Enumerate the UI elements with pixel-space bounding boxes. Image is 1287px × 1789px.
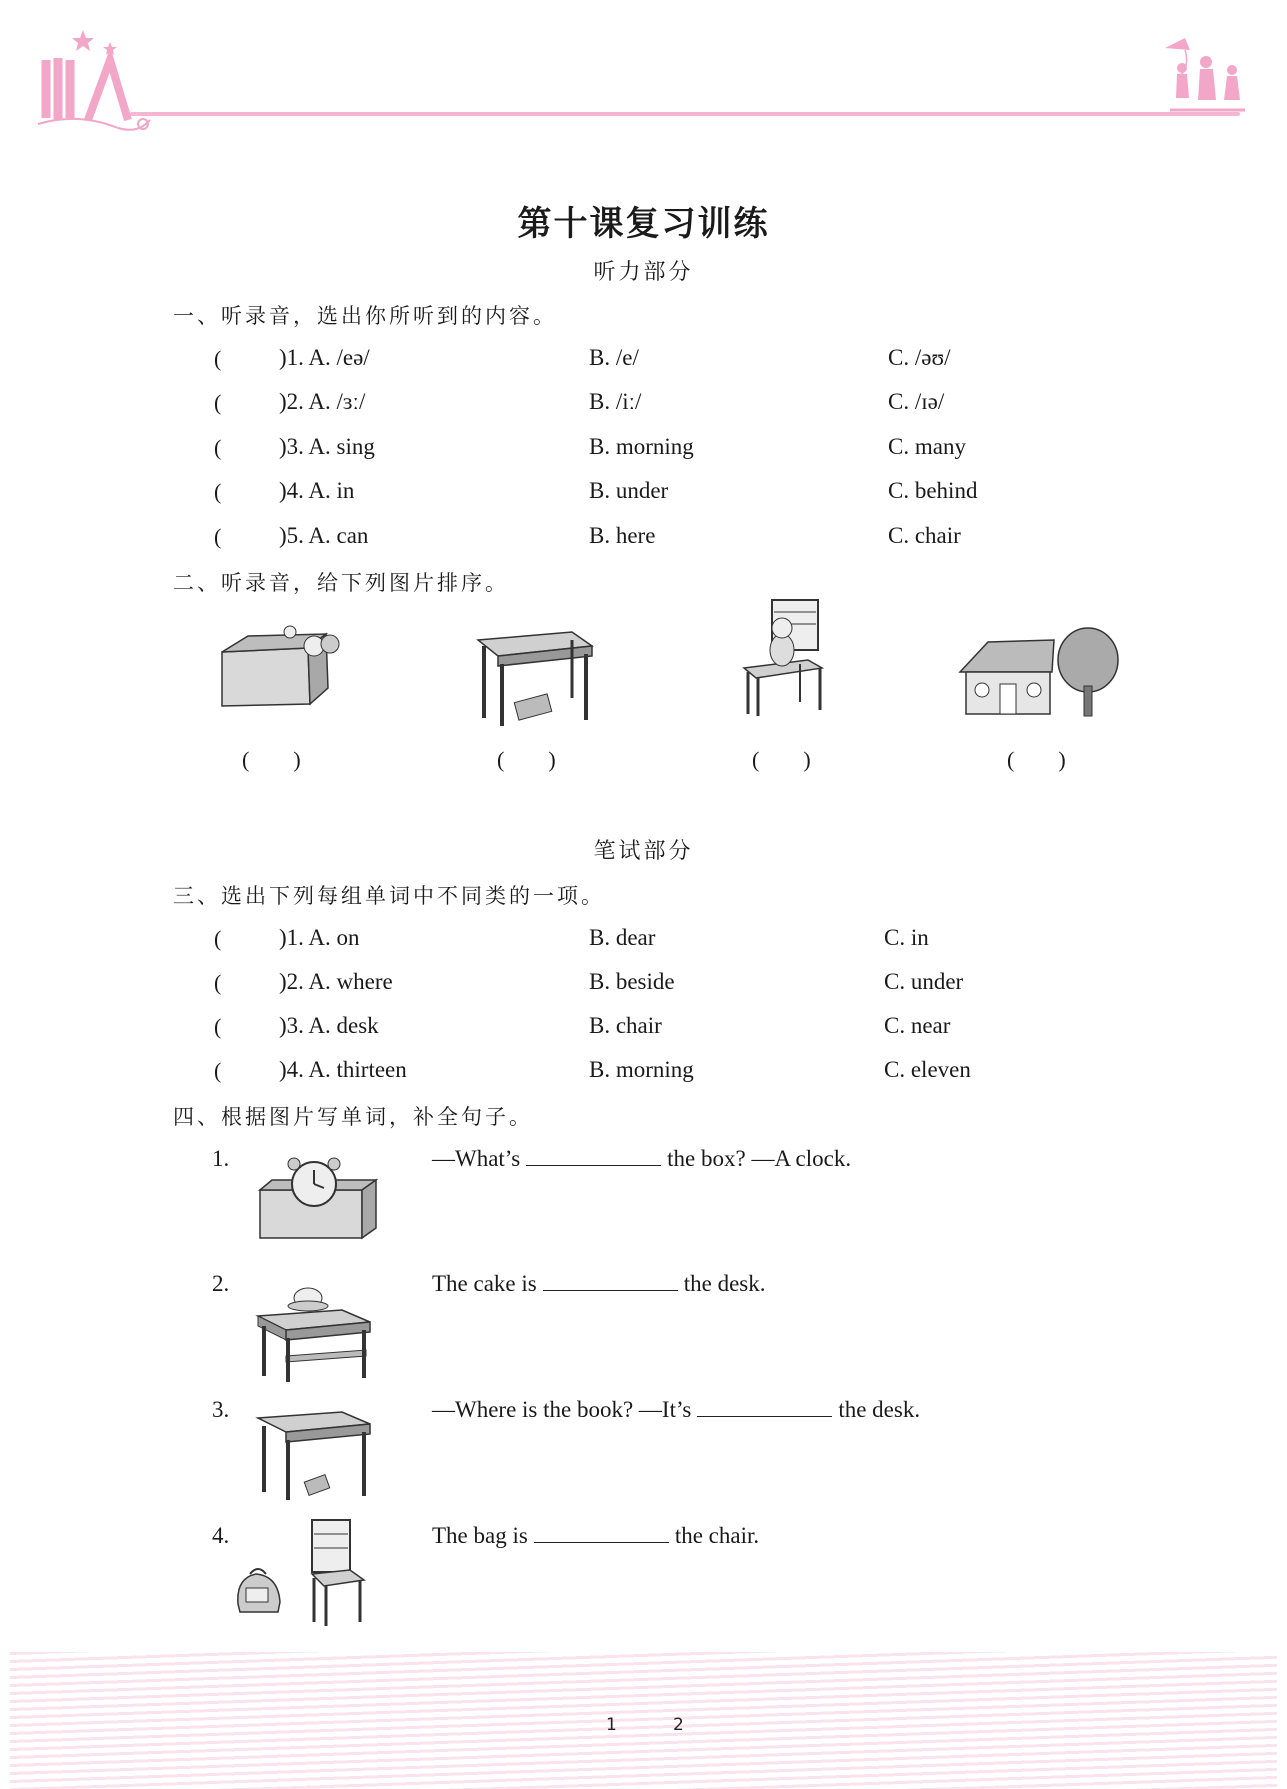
section1-heading: 一、听录音，选出你所听到的内容。	[173, 304, 557, 328]
clock-in-box-image	[258, 1164, 388, 1244]
answer-paren-open[interactable]: (	[214, 479, 222, 504]
item-4-sentence	[432, 1522, 759, 1549]
option-c: C. eleven	[884, 1057, 971, 1082]
question-text: )1. A. on	[279, 925, 360, 950]
answer-paren-open[interactable]: (	[214, 970, 222, 995]
sentence-after: the desk.	[683, 1271, 766, 1296]
section2-heading: 二、听录音，给下列图片排序。	[173, 571, 509, 595]
answer-paren-open[interactable]: (	[214, 390, 222, 415]
section4-heading: 四、根据图片写单词，补全句子。	[173, 1105, 533, 1129]
item-3-number: 3.	[212, 1397, 230, 1422]
desk-with-book-under-image	[476, 628, 606, 728]
option-b: B. beside	[589, 969, 675, 994]
question-text: )2. A. /ɜː/	[279, 389, 366, 414]
item-1-sentence	[432, 1145, 851, 1172]
writing-header: 笔试部分	[593, 839, 694, 864]
option-c: C. /ɪə/	[888, 389, 945, 414]
answer-paren-open[interactable]: (	[214, 926, 222, 951]
sentence-before: —What’s	[432, 1146, 521, 1171]
item-1-number: 1.	[212, 1146, 230, 1171]
sentence-after: the chair.	[674, 1523, 760, 1548]
page-title: 第十课复习训练	[517, 204, 770, 244]
option-b: B. morning	[589, 1057, 694, 1082]
option-c: C. in	[884, 925, 929, 950]
page-number-left: 1	[606, 1715, 617, 1735]
question-text: )1. A. /eə/	[279, 345, 370, 370]
option-c: C. behind	[888, 478, 978, 503]
option-b: B. here	[589, 523, 656, 548]
option-b: B. under	[589, 478, 669, 503]
option-c: C. near	[884, 1013, 951, 1038]
option-b: B. morning	[589, 434, 694, 459]
option-b: B. /iː/	[589, 389, 642, 414]
item-2-number: 2.	[212, 1271, 230, 1296]
sentence-before: The cake is	[432, 1271, 537, 1296]
answer-paren-open[interactable]: (	[214, 1014, 222, 1039]
picture-4-answer[interactable]: ( )	[1007, 747, 1066, 772]
answer-blank[interactable]	[697, 1396, 832, 1417]
dog-on-chair-image	[738, 598, 828, 718]
bag-beside-chair-image	[232, 1518, 372, 1628]
answer-blank[interactable]	[534, 1522, 669, 1543]
option-b: B. dear	[589, 925, 656, 950]
item-2-sentence	[432, 1270, 766, 1297]
sentence-before: The bag is	[432, 1523, 528, 1548]
section3-heading: 三、选出下列每组单词中不同类的一项。	[173, 884, 605, 908]
answer-paren-open[interactable]: (	[214, 524, 222, 549]
header-rule	[130, 112, 1240, 116]
option-c: C. chair	[888, 523, 961, 548]
answer-blank[interactable]	[526, 1145, 661, 1166]
house-with-tree-image	[958, 620, 1128, 720]
footer-band	[10, 1652, 1277, 1789]
picture-2-answer[interactable]: ( )	[497, 747, 556, 772]
sentence-after: the box? —A clock.	[667, 1146, 852, 1171]
answer-paren-open[interactable]: (	[214, 435, 222, 460]
sentence-before: —Where is the book? —It’s	[432, 1397, 692, 1422]
page-number-right: 2	[673, 1715, 684, 1735]
box-with-clock-image	[218, 620, 358, 720]
question-text: )3. A. desk	[279, 1013, 379, 1038]
item-4-number: 4.	[212, 1523, 230, 1548]
kids-with-kite-decoration	[1160, 36, 1250, 116]
listening-header: 听力部分	[593, 260, 694, 285]
option-c: C. /əʊ/	[888, 345, 951, 370]
option-c: C. under	[884, 969, 964, 994]
question-text: )4. A. thirteen	[279, 1057, 407, 1082]
cake-on-desk-image	[256, 1276, 376, 1386]
option-b: B. /e/	[589, 345, 639, 370]
question-text: )2. A. where	[279, 969, 393, 994]
question-text: )5. A. can	[279, 523, 369, 548]
item-3-sentence	[432, 1396, 920, 1423]
answer-paren-open[interactable]: (	[214, 1058, 222, 1083]
option-c: C. many	[888, 434, 966, 459]
option-b: B. chair	[589, 1013, 662, 1038]
answer-blank[interactable]	[543, 1270, 678, 1291]
picture-3-answer[interactable]: ( )	[752, 747, 811, 772]
question-text: )4. A. in	[279, 478, 355, 503]
question-text: )3. A. sing	[279, 434, 375, 459]
picture-1-answer[interactable]: ( )	[242, 747, 301, 772]
sentence-after: the desk.	[838, 1397, 921, 1422]
answer-paren-open[interactable]: (	[214, 346, 222, 371]
book-under-desk-image	[256, 1404, 376, 1504]
